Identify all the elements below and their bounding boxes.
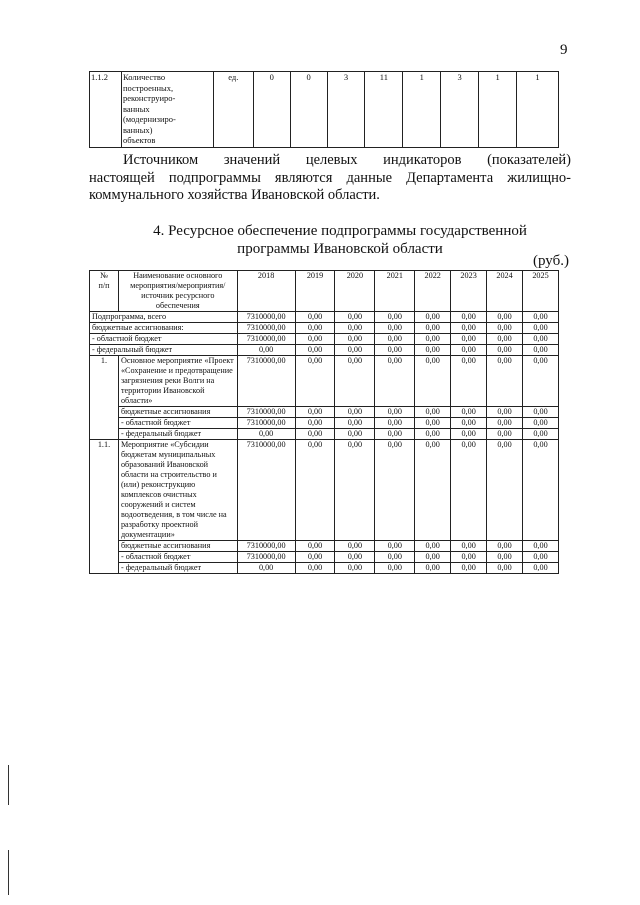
page-number: 9 <box>560 42 568 58</box>
indicator-value: 1 <box>403 72 441 148</box>
indicator-index: 1.1.2 <box>90 72 122 148</box>
budget-value: 0,00 <box>415 418 451 429</box>
indicator-table <box>89 71 559 148</box>
indicator-value: 3 <box>441 72 479 148</box>
budget-value: 0,00 <box>237 563 295 574</box>
scan-margin-mark <box>8 850 9 895</box>
budget-value: 0,00 <box>335 334 375 345</box>
budget-value: 0,00 <box>451 541 487 552</box>
indicator-name-line: ванных) <box>122 124 153 135</box>
budget-value: 0,00 <box>523 334 559 345</box>
budget-value: 0,00 <box>335 429 375 440</box>
budget-value: 0,00 <box>523 312 559 323</box>
budget-value: 0,00 <box>523 440 559 541</box>
header-year: 2021 <box>375 271 415 312</box>
budget-value: 0,00 <box>451 429 487 440</box>
budget-value: 0,00 <box>487 323 523 334</box>
budget-value: 0,00 <box>523 563 559 574</box>
budget-value: 0,00 <box>451 312 487 323</box>
section-title-line2: программы Ивановской области <box>237 241 443 257</box>
budget-value: 0,00 <box>295 418 335 429</box>
activity-index: 1.1. <box>90 440 119 574</box>
budget-value: 0,00 <box>295 323 335 334</box>
summary-row <box>90 323 559 334</box>
budget-value: 0,00 <box>523 552 559 563</box>
budget-value: 0,00 <box>415 407 451 418</box>
source-paragraph-line1: Источником значений целевых индикаторов (показателей) <box>123 152 571 168</box>
budget-value: 7310000,00 <box>237 418 295 429</box>
header-number-line1: № <box>100 271 108 280</box>
activity-row <box>90 440 559 541</box>
budget-value: 0,00 <box>295 552 335 563</box>
budget-value: 0,00 <box>335 345 375 356</box>
budget-value: 0,00 <box>451 334 487 345</box>
activity-sub-row <box>90 552 559 563</box>
indicator-value: 3 <box>327 72 365 148</box>
resource-table <box>89 270 559 574</box>
indicator-name-line: ванных <box>122 103 150 114</box>
budget-value: 0,00 <box>375 552 415 563</box>
indicator-value: 0 <box>290 72 327 148</box>
header-year: 2018 <box>237 271 295 312</box>
activity-name: Основное мероприятие «Проект «Сохранение и предотвращение загрязнения реки Волги на территории Ивановской области» <box>118 356 237 407</box>
budget-value: 0,00 <box>523 407 559 418</box>
budget-value: 0,00 <box>375 429 415 440</box>
indicator-name-line: (модернизиро- <box>122 114 176 124</box>
budget-value: 0,00 <box>375 418 415 429</box>
budget-value: 0,00 <box>523 541 559 552</box>
indicator-value: 1 <box>479 72 517 148</box>
header-year: 2022 <box>415 271 451 312</box>
budget-value: 0,00 <box>415 334 451 345</box>
activity-sub-row-label: бюджетные ассигнования <box>118 541 237 552</box>
budget-value: 0,00 <box>335 541 375 552</box>
budget-value: 0,00 <box>335 312 375 323</box>
budget-value: 7310000,00 <box>237 334 295 345</box>
budget-value: 7310000,00 <box>237 312 295 323</box>
budget-value: 0,00 <box>415 440 451 541</box>
header-number-line2: п/п <box>98 281 110 290</box>
budget-value: 0,00 <box>451 552 487 563</box>
activity-sub-row-label: бюджетные ассигнования <box>118 407 237 418</box>
resource-table-body <box>90 312 559 574</box>
budget-value: 0,00 <box>335 323 375 334</box>
budget-value: 0,00 <box>375 440 415 541</box>
resource-header-row <box>90 271 559 312</box>
budget-value: 0,00 <box>415 563 451 574</box>
indicator-value: 11 <box>365 72 403 148</box>
budget-value: 0,00 <box>415 552 451 563</box>
budget-value: 0,00 <box>375 334 415 345</box>
budget-value: 7310000,00 <box>237 541 295 552</box>
budget-value: 0,00 <box>415 541 451 552</box>
budget-value: 0,00 <box>487 312 523 323</box>
budget-value: 0,00 <box>487 541 523 552</box>
indicator-name-line: объектов <box>122 135 156 145</box>
header-year: 2019 <box>295 271 335 312</box>
budget-value: 0,00 <box>523 429 559 440</box>
source-paragraph <box>89 152 571 205</box>
budget-value: 0,00 <box>237 345 295 356</box>
budget-value: 0,00 <box>487 429 523 440</box>
section-title-line1: 4. Ресурсное обеспечение подпрограммы государственной <box>153 223 527 239</box>
budget-value: 0,00 <box>295 356 335 407</box>
budget-value: 7310000,00 <box>237 356 295 407</box>
budget-value: 0,00 <box>487 334 523 345</box>
budget-value: 0,00 <box>295 541 335 552</box>
budget-value: 0,00 <box>451 440 487 541</box>
budget-value: 0,00 <box>451 356 487 407</box>
budget-value: 0,00 <box>375 323 415 334</box>
source-paragraph-rest: настоящей подпрограммы являются данные Департамента жилищно-коммунального хозяйства Ивановской области. <box>89 169 571 203</box>
budget-value: 0,00 <box>375 312 415 323</box>
budget-value: 0,00 <box>335 563 375 574</box>
header-year: 2020 <box>335 271 375 312</box>
budget-value: 0,00 <box>451 418 487 429</box>
budget-value: 0,00 <box>295 345 335 356</box>
budget-value: 0,00 <box>451 345 487 356</box>
budget-value: 0,00 <box>523 345 559 356</box>
budget-value: 0,00 <box>335 356 375 407</box>
budget-value: 0,00 <box>335 440 375 541</box>
currency-unit: (руб.) <box>533 253 569 269</box>
activity-index: 1. <box>90 356 119 440</box>
summary-row <box>90 345 559 356</box>
budget-value: 0,00 <box>415 323 451 334</box>
budget-value: 7310000,00 <box>237 323 295 334</box>
budget-value: 0,00 <box>295 429 335 440</box>
budget-value: 0,00 <box>375 563 415 574</box>
budget-value: 0,00 <box>451 407 487 418</box>
indicator-value: 0 <box>253 72 290 148</box>
indicator-name-line: реконструиро- <box>122 93 176 103</box>
budget-value: 0,00 <box>451 563 487 574</box>
budget-value: 0,00 <box>415 356 451 407</box>
indicator-row <box>90 72 559 148</box>
header-year: 2024 <box>487 271 523 312</box>
budget-value: 0,00 <box>335 418 375 429</box>
budget-value: 0,00 <box>523 323 559 334</box>
section-title <box>120 222 560 258</box>
activity-sub-row-label: - областной бюджет <box>118 418 237 429</box>
budget-value: 0,00 <box>237 429 295 440</box>
budget-value: 0,00 <box>335 552 375 563</box>
summary-row <box>90 312 559 323</box>
budget-value: 0,00 <box>487 418 523 429</box>
summary-row-label: - областной бюджет <box>90 334 238 345</box>
scan-margin-mark <box>8 765 9 805</box>
budget-value: 0,00 <box>295 407 335 418</box>
budget-value: 0,00 <box>487 440 523 541</box>
indicator-unit: ед. <box>213 72 253 148</box>
budget-value: 0,00 <box>451 323 487 334</box>
budget-value: 0,00 <box>415 429 451 440</box>
activity-name: Мероприятие «Субсидии бюджетам муниципальных образований Ивановской области на строительство и (или) реконструкцию комплексов очистных сооружений и систем водоотведения, в том числе на разработку проектной документации» <box>118 440 237 541</box>
budget-value: 0,00 <box>295 440 335 541</box>
activity-row <box>90 356 559 407</box>
budget-value: 0,00 <box>375 541 415 552</box>
budget-value: 0,00 <box>335 407 375 418</box>
budget-value: 0,00 <box>487 563 523 574</box>
summary-row-label: - федеральный бюджет <box>90 345 238 356</box>
budget-value: 0,00 <box>415 312 451 323</box>
summary-row <box>90 334 559 345</box>
header-number <box>90 271 119 312</box>
budget-value: 0,00 <box>487 552 523 563</box>
budget-value: 7310000,00 <box>237 440 295 541</box>
header-year: 2025 <box>523 271 559 312</box>
budget-value: 0,00 <box>487 356 523 407</box>
indicator-value: 1 <box>517 72 559 148</box>
summary-row-label: бюджетные ассигнования: <box>90 323 238 334</box>
budget-value: 0,00 <box>415 345 451 356</box>
activity-sub-row <box>90 541 559 552</box>
budget-value: 0,00 <box>487 345 523 356</box>
activity-sub-row <box>90 429 559 440</box>
header-name: Наименование основного мероприятия/мероприятия/ источник ресурсного обеспечения <box>118 271 237 312</box>
budget-value: 7310000,00 <box>237 407 295 418</box>
budget-value: 0,00 <box>295 334 335 345</box>
budget-value: 0,00 <box>487 407 523 418</box>
budget-value: 0,00 <box>295 563 335 574</box>
activity-sub-row-label: - федеральный бюджет <box>118 429 237 440</box>
activity-sub-row <box>90 563 559 574</box>
summary-row-label: Подпрограмма, всего <box>90 312 238 323</box>
activity-sub-row-label: - областной бюджет <box>118 552 237 563</box>
budget-value: 0,00 <box>375 356 415 407</box>
budget-value: 0,00 <box>375 407 415 418</box>
activity-sub-row <box>90 418 559 429</box>
activity-sub-row <box>90 407 559 418</box>
indicator-name-line: построенных, <box>122 82 174 93</box>
budget-value: 0,00 <box>523 418 559 429</box>
budget-value: 0,00 <box>375 345 415 356</box>
header-year: 2023 <box>451 271 487 312</box>
budget-value: 0,00 <box>295 312 335 323</box>
indicator-name <box>121 72 213 148</box>
budget-value: 7310000,00 <box>237 552 295 563</box>
activity-sub-row-label: - федеральный бюджет <box>118 563 237 574</box>
indicator-name-line: Количество <box>122 72 166 82</box>
budget-value: 0,00 <box>523 356 559 407</box>
